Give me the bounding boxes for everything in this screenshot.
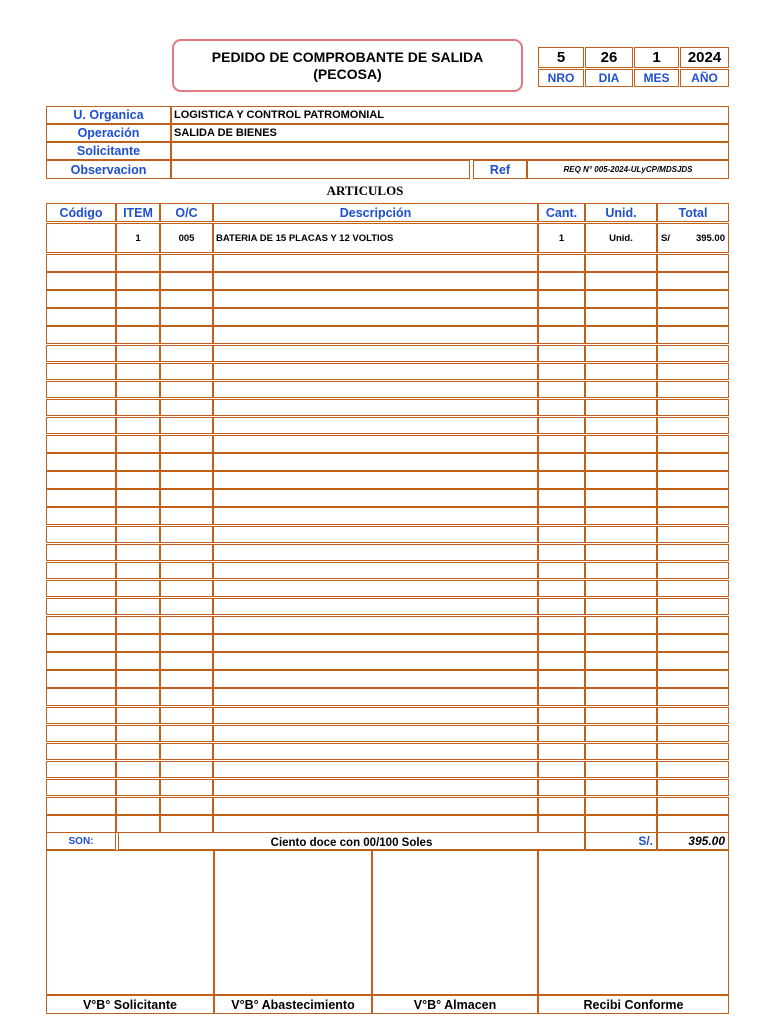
signature-label-almacen: V°B° Almacen: [372, 995, 538, 1014]
table-cell-oc: [160, 815, 213, 833]
table-cell-total: [657, 471, 729, 489]
table-cell-cant: [538, 562, 585, 580]
table-cell-unid: [585, 417, 657, 435]
table-cell-item: [116, 707, 160, 725]
table-cell-total: [657, 489, 729, 507]
table-cell-codigo: [46, 254, 116, 272]
table-cell-descripcion: [213, 507, 538, 525]
table-cell-unid: [585, 453, 657, 471]
table-cell-codigo: [46, 417, 116, 435]
table-cell-unid: [585, 254, 657, 272]
table-cell-unid: [585, 308, 657, 326]
table-cell-descripcion: [213, 743, 538, 761]
table-cell-oc: [160, 779, 213, 797]
total-currency: S/: [661, 232, 670, 244]
table-cell-codigo: [46, 453, 116, 471]
table-cell-total: [657, 526, 729, 544]
table-cell-codigo: [46, 815, 116, 833]
signature-box-abastecimiento: [214, 850, 372, 995]
table-cell-unid: [585, 435, 657, 453]
table-cell-oc: [160, 743, 213, 761]
table-cell-oc: [160, 688, 213, 706]
table-cell-unid: [585, 616, 657, 634]
table-cell-item: [116, 399, 160, 417]
table-cell-unid: [585, 526, 657, 544]
table-cell-item: [116, 489, 160, 507]
table-cell-item: [116, 562, 160, 580]
table-cell-unid: [585, 688, 657, 706]
table-cell-descripcion: [213, 526, 538, 544]
table-cell-codigo: [46, 562, 116, 580]
table-cell-cant: [538, 652, 585, 670]
table-cell-descripcion: [213, 797, 538, 815]
table-cell-total: [657, 634, 729, 652]
table-cell-unid: [585, 779, 657, 797]
solicitante-value: [171, 142, 729, 160]
table-cell-descripcion: [213, 815, 538, 833]
table-cell-codigo: [46, 797, 116, 815]
signature-label-solicitante: V°B° Solicitante: [46, 995, 214, 1014]
title-line-1: PEDIDO DE COMPROBANTE DE SALIDA: [211, 48, 484, 65]
table-cell-descripcion: [213, 670, 538, 688]
table-cell-oc: [160, 363, 213, 381]
table-cell-descripcion: [213, 562, 538, 580]
table-cell-total: [657, 598, 729, 616]
title-line-2: (PECOSA): [313, 65, 382, 82]
table-cell-item: [116, 580, 160, 598]
son-value: Ciento doce con 00/100 Soles: [118, 832, 585, 850]
table-cell-item: [116, 417, 160, 435]
table-cell-cant: [538, 381, 585, 399]
table-cell-unid: [585, 743, 657, 761]
table-cell-codigo: [46, 598, 116, 616]
articulos-title: ARTICULOS: [326, 183, 404, 198]
table-cell-unid: [585, 381, 657, 399]
table-cell-cant: 1: [538, 223, 585, 253]
table-cell-cant: [538, 779, 585, 797]
table-cell-descripcion: [213, 254, 538, 272]
table-cell-item: [116, 326, 160, 344]
table-cell-descripcion: [213, 616, 538, 634]
table-cell-item: [116, 290, 160, 308]
table-cell-oc: [160, 761, 213, 779]
ref-value: REQ N° 005-2024-ULyCP/MDSJDS: [527, 160, 729, 179]
table-cell-codigo: [46, 272, 116, 290]
col-unid-header: Unid.: [585, 203, 657, 222]
table-cell-descripcion: [213, 381, 538, 399]
table-cell-cant: [538, 544, 585, 562]
table-cell-total: [657, 453, 729, 471]
table-cell-codigo: [46, 725, 116, 743]
table-cell-oc: [160, 580, 213, 598]
table-cell-item: [116, 670, 160, 688]
table-cell-oc: [160, 526, 213, 544]
table-cell-total: [657, 652, 729, 670]
table-cell-oc: [160, 345, 213, 363]
table-cell-item: [116, 761, 160, 779]
signature-box-almacen: [372, 850, 538, 995]
table-cell-item: [116, 725, 160, 743]
table-cell-oc: [160, 399, 213, 417]
table-cell-descripcion: BATERIA DE 15 PLACAS Y 12 VOLTIOS: [213, 223, 538, 253]
table-cell-cant: [538, 308, 585, 326]
table-cell-descripcion: [213, 308, 538, 326]
table-cell-descripcion: [213, 272, 538, 290]
table-cell-codigo: [46, 761, 116, 779]
table-cell-total: [657, 290, 729, 308]
signature-box-solicitante: [46, 850, 214, 995]
table-cell-item: [116, 435, 160, 453]
table-cell-item: [116, 453, 160, 471]
table-cell-unid: Unid.: [585, 223, 657, 253]
col-cant-header: Cant.: [538, 203, 585, 222]
table-cell-unid: [585, 399, 657, 417]
table-cell-unid: [585, 652, 657, 670]
col-descripcion-header: Descripción: [213, 203, 538, 222]
table-cell-unid: [585, 290, 657, 308]
table-cell-cant: [538, 363, 585, 381]
table-cell-codigo: [46, 779, 116, 797]
table-cell-codigo: [46, 743, 116, 761]
table-cell-codigo: [46, 580, 116, 598]
table-cell-codigo: [46, 326, 116, 344]
table-cell-descripcion: [213, 580, 538, 598]
table-cell-item: 1: [116, 223, 160, 253]
table-cell-unid: [585, 272, 657, 290]
observacion-value: [171, 160, 470, 179]
table-cell-item: [116, 381, 160, 399]
table-cell-descripcion: [213, 345, 538, 363]
anio-value: 2024: [680, 47, 729, 68]
anio-label: AÑO: [680, 69, 729, 87]
table-cell-oc: [160, 435, 213, 453]
table-cell-total: [657, 308, 729, 326]
table-cell-total: [657, 743, 729, 761]
table-cell-item: [116, 507, 160, 525]
table-cell-codigo: [46, 363, 116, 381]
table-cell-cant: [538, 670, 585, 688]
total-amount: 395.00: [695, 232, 725, 244]
table-cell-descripcion: [213, 652, 538, 670]
table-cell-cant: [538, 254, 585, 272]
table-cell-descripcion: [213, 725, 538, 743]
table-cell-cant: [538, 272, 585, 290]
table-cell-item: [116, 616, 160, 634]
table-cell-total: [657, 254, 729, 272]
table-cell-total: [657, 562, 729, 580]
table-cell-item: [116, 308, 160, 326]
col-total-header: Total: [657, 203, 729, 222]
table-cell-oc: [160, 489, 213, 507]
table-cell-cant: [538, 526, 585, 544]
u-organica-value: LOGISTICA Y CONTROL PATROMONIAL: [171, 106, 729, 124]
table-cell-item: [116, 598, 160, 616]
table-cell-cant: [538, 435, 585, 453]
table-cell-codigo: [46, 381, 116, 399]
table-cell-codigo: [46, 489, 116, 507]
table-cell-item: [116, 254, 160, 272]
table-cell-total: [657, 670, 729, 688]
grand-total-value: 395.00: [657, 832, 729, 850]
table-cell-codigo: [46, 707, 116, 725]
son-label: SON:: [46, 832, 116, 850]
table-cell-cant: [538, 616, 585, 634]
table-cell-codigo: [46, 308, 116, 326]
table-cell-descripcion: [213, 634, 538, 652]
table-cell-codigo: [46, 435, 116, 453]
table-cell-oc: [160, 652, 213, 670]
table-cell-descripcion: [213, 435, 538, 453]
table-cell-oc: [160, 272, 213, 290]
table-cell-total: [657, 435, 729, 453]
table-cell-item: [116, 272, 160, 290]
table-cell-codigo: [46, 652, 116, 670]
solicitante-label: Solicitante: [46, 142, 171, 160]
table-cell-oc: 005: [160, 223, 213, 253]
table-cell-oc: [160, 290, 213, 308]
table-cell-unid: [585, 345, 657, 363]
table-cell-descripcion: [213, 363, 538, 381]
table-cell-total: [657, 417, 729, 435]
table-cell-unid: [585, 598, 657, 616]
table-cell-descripcion: [213, 544, 538, 562]
table-cell-item: [116, 743, 160, 761]
table-cell-unid: [585, 707, 657, 725]
table-cell-oc: [160, 326, 213, 344]
nro-label: NRO: [538, 69, 584, 87]
u-organica-label: U. Organica: [46, 106, 171, 124]
table-cell-total: [657, 815, 729, 833]
table-cell-item: [116, 797, 160, 815]
table-cell-cant: [538, 417, 585, 435]
table-cell-cant: [538, 507, 585, 525]
table-cell-codigo: [46, 526, 116, 544]
table-cell-unid: [585, 670, 657, 688]
table-cell-total: [657, 272, 729, 290]
signature-label-abastecimiento: V°B° Abastecimiento: [214, 995, 372, 1014]
table-cell-total: [657, 363, 729, 381]
table-cell-oc: [160, 616, 213, 634]
signature-box-recibi: [538, 850, 729, 995]
table-cell-codigo: [46, 616, 116, 634]
nro-value: 5: [538, 47, 584, 68]
col-item-header: ITEM: [116, 203, 160, 222]
table-cell-item: [116, 345, 160, 363]
ref-label: Ref: [473, 160, 527, 179]
table-cell-total: [657, 399, 729, 417]
table-cell-descripcion: [213, 399, 538, 417]
dia-label: DIA: [585, 69, 633, 87]
table-cell-oc: [160, 562, 213, 580]
table-cell-oc: [160, 544, 213, 562]
table-cell-codigo: [46, 544, 116, 562]
table-cell-codigo: [46, 345, 116, 363]
table-cell-codigo: [46, 471, 116, 489]
table-cell-total: [657, 223, 729, 253]
table-cell-oc: [160, 707, 213, 725]
table-cell-oc: [160, 670, 213, 688]
table-cell-cant: [538, 761, 585, 779]
mes-label: MES: [634, 69, 679, 87]
col-oc-header: O/C: [160, 203, 213, 222]
table-cell-total: [657, 616, 729, 634]
table-cell-codigo: [46, 223, 116, 253]
table-cell-cant: [538, 345, 585, 363]
table-cell-unid: [585, 562, 657, 580]
table-cell-total: [657, 326, 729, 344]
observacion-label: Observacion: [46, 160, 171, 179]
table-cell-descripcion: [213, 707, 538, 725]
table-cell-unid: [585, 471, 657, 489]
table-cell-descripcion: [213, 417, 538, 435]
table-cell-item: [116, 544, 160, 562]
table-cell-total: [657, 381, 729, 399]
table-cell-unid: [585, 815, 657, 833]
table-cell-cant: [538, 471, 585, 489]
table-cell-oc: [160, 797, 213, 815]
table-cell-cant: [538, 797, 585, 815]
table-cell-unid: [585, 326, 657, 344]
table-cell-oc: [160, 598, 213, 616]
table-cell-descripcion: [213, 290, 538, 308]
table-cell-total: [657, 580, 729, 598]
table-cell-oc: [160, 471, 213, 489]
table-cell-cant: [538, 290, 585, 308]
table-cell-codigo: [46, 634, 116, 652]
table-cell-total: [657, 761, 729, 779]
document-title: [172, 39, 523, 92]
table-cell-cant: [538, 598, 585, 616]
table-cell-unid: [585, 489, 657, 507]
table-cell-cant: [538, 399, 585, 417]
table-cell-unid: [585, 363, 657, 381]
table-cell-total: [657, 779, 729, 797]
table-cell-descripcion: [213, 489, 538, 507]
table-cell-unid: [585, 725, 657, 743]
table-cell-item: [116, 688, 160, 706]
table-cell-cant: [538, 453, 585, 471]
table-cell-oc: [160, 634, 213, 652]
table-cell-codigo: [46, 399, 116, 417]
table-cell-cant: [538, 634, 585, 652]
table-cell-codigo: [46, 688, 116, 706]
table-cell-total: [657, 707, 729, 725]
table-cell-total: [657, 725, 729, 743]
table-cell-total: [657, 544, 729, 562]
table-cell-total: [657, 345, 729, 363]
signature-label-recibi: Recibi Conforme: [538, 995, 729, 1014]
currency-label: S/.: [585, 832, 657, 850]
operacion-label: Operación: [46, 124, 171, 142]
table-cell-codigo: [46, 507, 116, 525]
table-cell-item: [116, 363, 160, 381]
table-cell-descripcion: [213, 688, 538, 706]
table-cell-descripcion: [213, 326, 538, 344]
table-cell-unid: [585, 797, 657, 815]
table-cell-oc: [160, 308, 213, 326]
mes-value: 1: [634, 47, 679, 68]
table-cell-oc: [160, 725, 213, 743]
table-cell-cant: [538, 326, 585, 344]
table-cell-unid: [585, 507, 657, 525]
table-cell-codigo: [46, 670, 116, 688]
table-cell-item: [116, 779, 160, 797]
table-cell-unid: [585, 634, 657, 652]
dia-value: 26: [585, 47, 633, 68]
col-codigo-header: Código: [46, 203, 116, 222]
table-cell-total: [657, 507, 729, 525]
table-cell-unid: [585, 544, 657, 562]
table-cell-descripcion: [213, 761, 538, 779]
table-cell-total: [657, 688, 729, 706]
operacion-value: SALIDA DE BIENES: [171, 124, 729, 142]
table-cell-cant: [538, 725, 585, 743]
table-cell-item: [116, 471, 160, 489]
table-cell-descripcion: [213, 598, 538, 616]
table-cell-item: [116, 526, 160, 544]
table-cell-oc: [160, 381, 213, 399]
table-cell-descripcion: [213, 471, 538, 489]
table-cell-cant: [538, 815, 585, 833]
table-cell-codigo: [46, 290, 116, 308]
table-cell-cant: [538, 489, 585, 507]
table-cell-oc: [160, 507, 213, 525]
table-cell-oc: [160, 254, 213, 272]
table-cell-descripcion: [213, 453, 538, 471]
table-cell-total: [657, 797, 729, 815]
table-cell-cant: [538, 688, 585, 706]
table-cell-item: [116, 652, 160, 670]
table-cell-unid: [585, 761, 657, 779]
table-cell-oc: [160, 417, 213, 435]
table-cell-unid: [585, 580, 657, 598]
table-cell-cant: [538, 580, 585, 598]
table-cell-cant: [538, 707, 585, 725]
table-cell-item: [116, 634, 160, 652]
table-cell-descripcion: [213, 779, 538, 797]
table-cell-item: [116, 815, 160, 833]
table-cell-oc: [160, 453, 213, 471]
table-cell-cant: [538, 743, 585, 761]
